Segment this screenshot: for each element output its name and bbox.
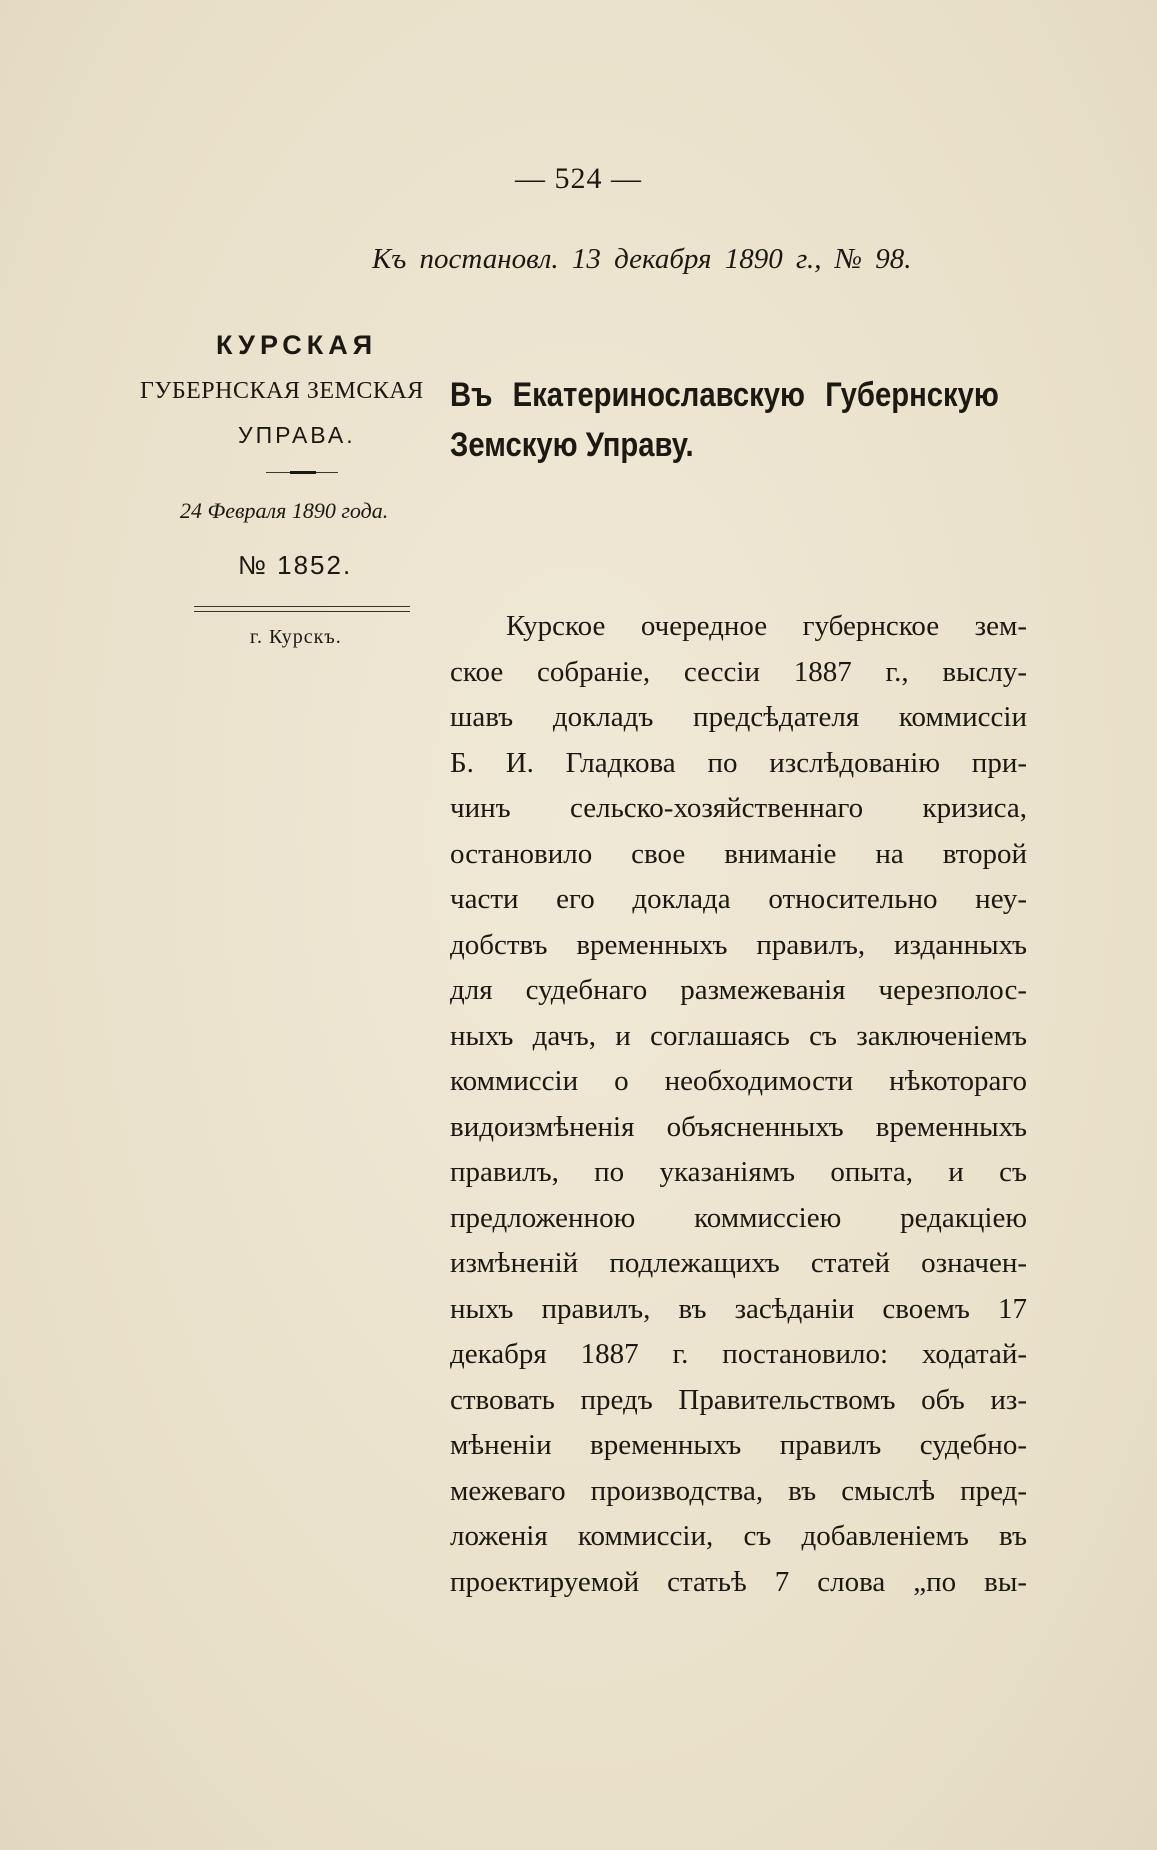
body-line: предложенною коммиссіею редакціею [450, 1201, 1027, 1234]
body-line: для судебнаго размежеванія черезполос- [450, 974, 1027, 1006]
body-line: Курское очередное губернское зем- [506, 610, 1027, 642]
sender-divider-accent [290, 471, 316, 474]
body-line: шавъ докладъ предсѣдателя коммиссіи [450, 701, 1027, 733]
body-line: измѣненій подлежащихъ статей означен- [450, 1247, 1027, 1279]
recipient-block [450, 370, 999, 470]
body-line: остановило свое вниманіе на второй [450, 837, 1027, 870]
resolution-reference: Къ постановл. 13 декабря 1890 г., № 98. [372, 243, 912, 275]
sender-number: № 1852. [238, 550, 353, 580]
body-line: декабря 1887 г. постановило: ходатай- [450, 1338, 1027, 1370]
body-line: правилъ, по указаніямъ опыта, и съ [450, 1156, 1027, 1188]
sender-name-line-2: ГУБЕРНСКАЯ ЗЕМСКАЯ [140, 378, 424, 404]
body-line: ствовать предъ Правительствомъ объ из- [450, 1383, 1027, 1416]
body-line: мѣненіи временныхъ правилъ судебно- [450, 1429, 1027, 1461]
body-line: чинъ сельско-хозяйственнаго кризиса, [450, 792, 1027, 824]
sender-name-line-1: КУРСКАЯ [216, 330, 378, 360]
page-number: — 524 — [515, 162, 642, 195]
body-line: ложенія коммиссіи, съ добавленіемъ въ [450, 1520, 1027, 1552]
sender-city: г. Курскъ. [250, 626, 342, 648]
sender-double-divider [194, 606, 410, 612]
body-line: ныхъ правилъ, въ засѣданіи своемъ 17 [450, 1292, 1027, 1325]
body-line: части его доклада относительно неу- [450, 883, 1027, 915]
sender-name-line-3: УПРАВА. [238, 422, 356, 448]
recipient-line-1: Въ Екатеринославскую Губернскую [450, 376, 999, 414]
body-line: Б. И. Гладкова по изслѣдованію при- [450, 746, 1027, 779]
body-line: добствъ временныхъ правилъ, изданныхъ [450, 928, 1027, 961]
body-line: коммиссіи о необходимости нѣкотораго [450, 1065, 1027, 1097]
body-line: ныхъ дачъ, и соглашаясь съ заключеніемъ [450, 1019, 1027, 1052]
body-line: ское собраніе, сессіи 1887 г., выслу- [450, 655, 1027, 688]
body-line: проектируемой статьѣ 7 слова „по вы- [450, 1565, 1027, 1598]
body-line: видоизмѣненія объясненныхъ временныхъ [450, 1110, 1027, 1143]
recipient-line-2: Земскую Управу. [450, 426, 694, 464]
body-text [450, 604, 1027, 1605]
sender-date: 24 Февраля 1890 года. [180, 498, 389, 523]
body-line: межеваго производства, въ смыслѣ пред- [450, 1474, 1027, 1507]
